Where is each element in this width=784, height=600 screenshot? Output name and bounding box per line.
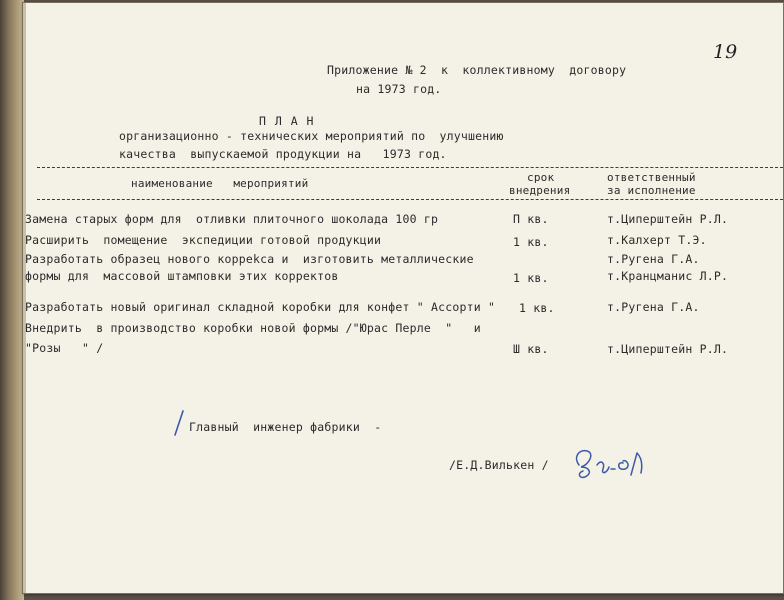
row-3-name: Разработать образец нового корреkса и изготовить металлические: [25, 252, 474, 266]
appendix-line: Приложение № 2 к коллективному договору: [327, 63, 627, 77]
table-top-rule: [37, 167, 783, 168]
plan-title: П Л А Н: [259, 114, 315, 128]
page-number: 19: [713, 41, 738, 63]
row-4-deadline: 1 кв.: [513, 271, 549, 285]
row-4-responsible: т.Кранцманис Л.Р.: [607, 269, 729, 283]
row-5-deadline: 1 кв.: [519, 301, 555, 315]
pen-mark: [171, 409, 187, 439]
column-header-responsible-1: ответственный: [607, 171, 696, 184]
row-1-responsible: т.Циперштейн Р.Л.: [607, 212, 729, 226]
row-3-responsible: т.Ругена Г.А.: [607, 252, 700, 266]
row-7-deadline: Ш кв.: [513, 342, 549, 356]
subtitle-line-1: организационно - технических мероприятий по улучшению: [119, 129, 504, 143]
row-5-responsible: т.Ругена Г.А.: [607, 300, 700, 314]
row-7-responsible: т.Циперштейн Р.Л.: [607, 342, 729, 356]
row-5-name: Разработать новый оригинал складной коробки для конфет " Ассорти ": [25, 300, 496, 314]
handwritten-signature: [571, 443, 661, 483]
column-header-name: наименование мероприятий: [131, 177, 309, 190]
table-header-rule: [37, 199, 783, 200]
chief-engineer-label: Главный инженер фабрики -: [189, 420, 382, 434]
row-7-name: "Розы " /: [25, 341, 104, 355]
row-1-name: Замена старых форм для отливки плиточного шоколада 100 гр: [25, 212, 439, 226]
row-1-deadline: П кв.: [513, 212, 549, 226]
row-4-name: формы для массовой штамповки этих корректов: [25, 269, 339, 283]
column-header-deadline-2: внедрения: [509, 184, 571, 197]
row-2-deadline: 1 кв.: [513, 235, 549, 249]
binder-spine: [0, 0, 24, 600]
signatory-name: /Е.Д.Вилькен /: [449, 458, 549, 472]
year-line: на 1973 год.: [356, 82, 442, 96]
subtitle-line-2: качества выпускаемой продукции на 1973 год.: [119, 147, 447, 161]
column-header-responsible-2: за исполнение: [607, 184, 696, 197]
row-2-name: Расширить помещение экспедиции готовой продукции: [25, 233, 382, 247]
row-2-responsible: т.Калхерт Т.Э.: [607, 233, 707, 247]
document-page: [22, 2, 784, 594]
row-6-name: Внедрить в производство коробки новой формы /"Юрас Перле " и: [25, 321, 481, 335]
column-header-deadline-1: срок: [527, 171, 555, 184]
